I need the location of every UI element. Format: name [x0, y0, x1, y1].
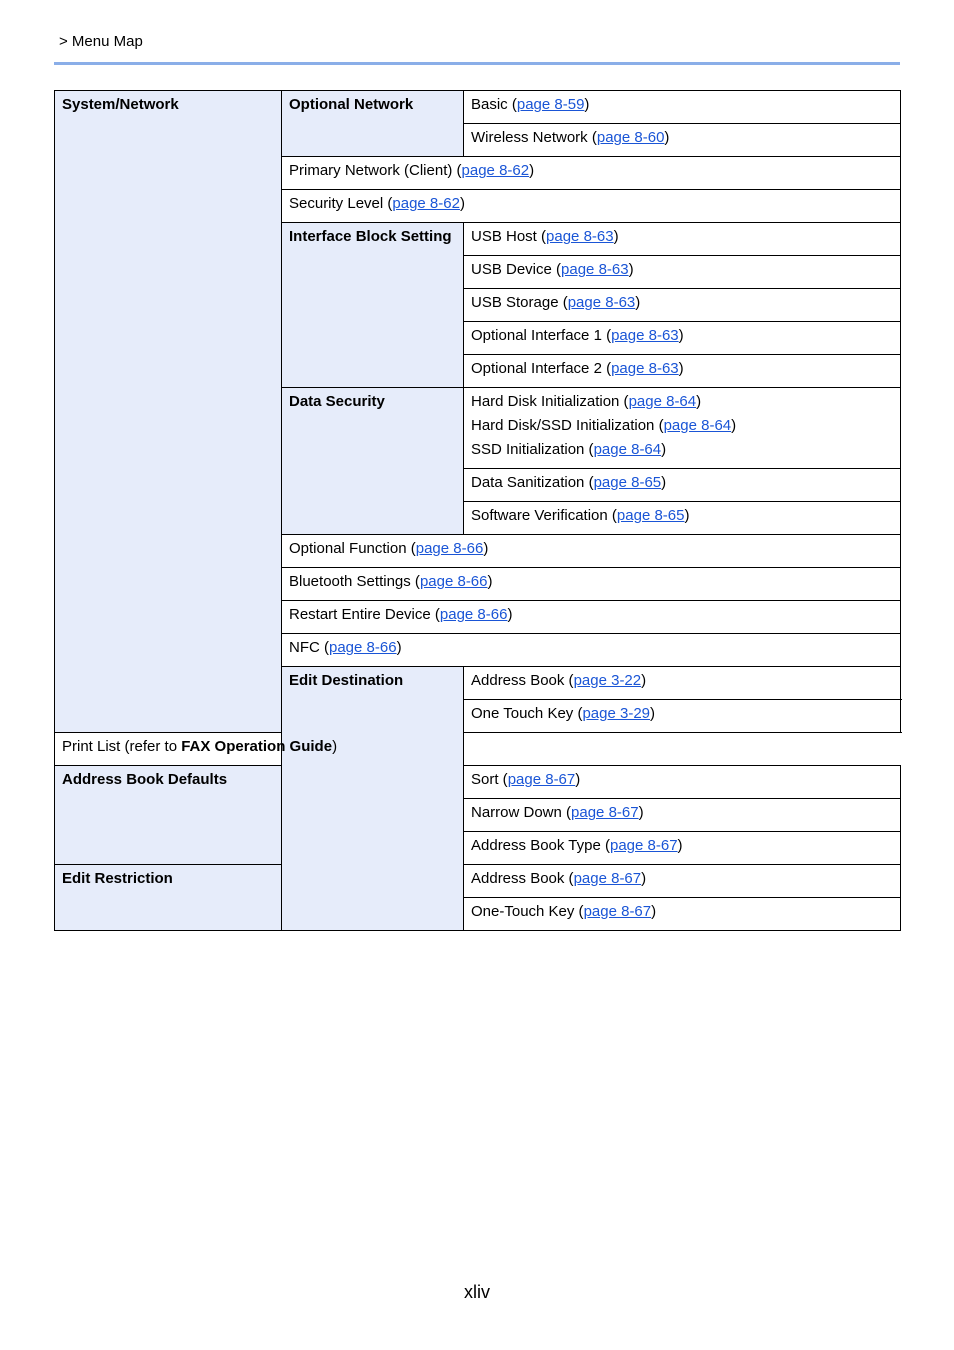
group-data-security: Data Security [282, 388, 464, 535]
menu-item: Sort (page 8-67) [464, 766, 901, 799]
guide-reference: FAX Operation Guide [181, 738, 333, 755]
table-row [55, 766, 901, 799]
menu-item: Print List (refer to FAX Operation Guide) [55, 733, 464, 766]
menu-item: Narrow Down (page 8-67) [464, 799, 901, 832]
page-link[interactable]: page 8-64 [628, 393, 697, 410]
page-link[interactable]: page 8-67 [609, 837, 678, 854]
page-link[interactable]: page 3-22 [573, 672, 642, 689]
page-link[interactable]: page 8-65 [593, 474, 662, 491]
page-link[interactable]: page 8-63 [546, 228, 614, 245]
group-optional-network: Optional Network [282, 91, 464, 157]
page-number: xliv [464, 1282, 490, 1302]
page-link[interactable]: page 8-67 [573, 870, 642, 887]
menu-item: Software Verification (page 8-65) [464, 502, 901, 535]
table-row [55, 91, 901, 124]
menu-item: Address Book (page 3-22) [464, 667, 901, 700]
menu-map-table [54, 90, 901, 931]
breadcrumb: > Menu Map [59, 33, 143, 50]
page-link[interactable]: page 8-65 [616, 507, 685, 524]
menu-item: Primary Network (Client) (page 8-62) [282, 157, 901, 190]
menu-item: Optional Function (page 8-66) [282, 535, 901, 568]
menu-item: Wireless Network (page 8-60) [464, 124, 901, 157]
page-link[interactable]: page 3-29 [582, 705, 651, 722]
category-system-network: System/Network [55, 91, 282, 733]
table-row [55, 865, 901, 898]
page-link[interactable]: page 8-63 [561, 261, 629, 278]
page-link[interactable]: page 8-60 [596, 129, 665, 146]
menu-item: One Touch Key (page 3-29) [464, 700, 901, 733]
page-link[interactable]: page 8-66 [415, 540, 484, 557]
menu-item: Optional Interface 1 (page 8-63) [464, 322, 901, 355]
menu-item: Address Book (page 8-67) [464, 865, 901, 898]
page-link[interactable]: page 8-63 [567, 294, 636, 311]
group-edit-restriction: Edit Restriction [55, 865, 282, 931]
menu-item: USB Storage (page 8-63) [464, 289, 901, 322]
page-link[interactable]: page 8-62 [461, 162, 530, 179]
menu-item: USB Host (page 8-63) [464, 223, 901, 256]
group-interface-block-setting: Interface Block Setting [282, 223, 464, 388]
menu-item: Restart Entire Device (page 8-66) [282, 601, 901, 634]
menu-item: Optional Interface 2 (page 8-63) [464, 355, 901, 388]
page-link[interactable]: page 8-66 [419, 573, 488, 590]
page-link[interactable]: page 8-66 [439, 606, 508, 623]
page-link[interactable]: page 8-64 [663, 417, 732, 434]
menu-item: Data Sanitization (page 8-65) [464, 469, 901, 502]
page-link[interactable]: page 8-66 [329, 639, 397, 656]
menu-item: Hard Disk Initialization (page 8-64) Hard Disk/SSD Initialization (page 8-64) SSD Initialization (page 8-64) [464, 388, 901, 469]
page-link[interactable]: page 8-67 [583, 903, 652, 920]
page-link[interactable]: page 8-63 [611, 327, 679, 344]
category-edit-destination: Edit Destination [282, 667, 464, 931]
header-divider [54, 62, 900, 65]
menu-item: One-Touch Key (page 8-67) [464, 898, 901, 931]
table-row [55, 733, 901, 766]
page-link[interactable]: page 8-64 [593, 441, 662, 458]
menu-item: Security Level (page 8-62) [282, 190, 901, 223]
menu-item: USB Device (page 8-63) [464, 256, 901, 289]
page-link[interactable]: page 8-67 [507, 771, 576, 788]
group-address-book-defaults: Address Book Defaults [55, 766, 282, 865]
menu-item: Bluetooth Settings (page 8-66) [282, 568, 901, 601]
page-link[interactable]: page 8-59 [516, 96, 585, 113]
menu-item: NFC (page 8-66) [282, 634, 901, 667]
page-link[interactable]: page 8-67 [571, 804, 639, 821]
menu-item: Basic (page 8-59) [464, 91, 901, 124]
menu-item: Address Book Type (page 8-67) [464, 832, 901, 865]
page-link[interactable]: page 8-62 [392, 195, 460, 212]
page-link[interactable]: page 8-63 [611, 360, 679, 377]
